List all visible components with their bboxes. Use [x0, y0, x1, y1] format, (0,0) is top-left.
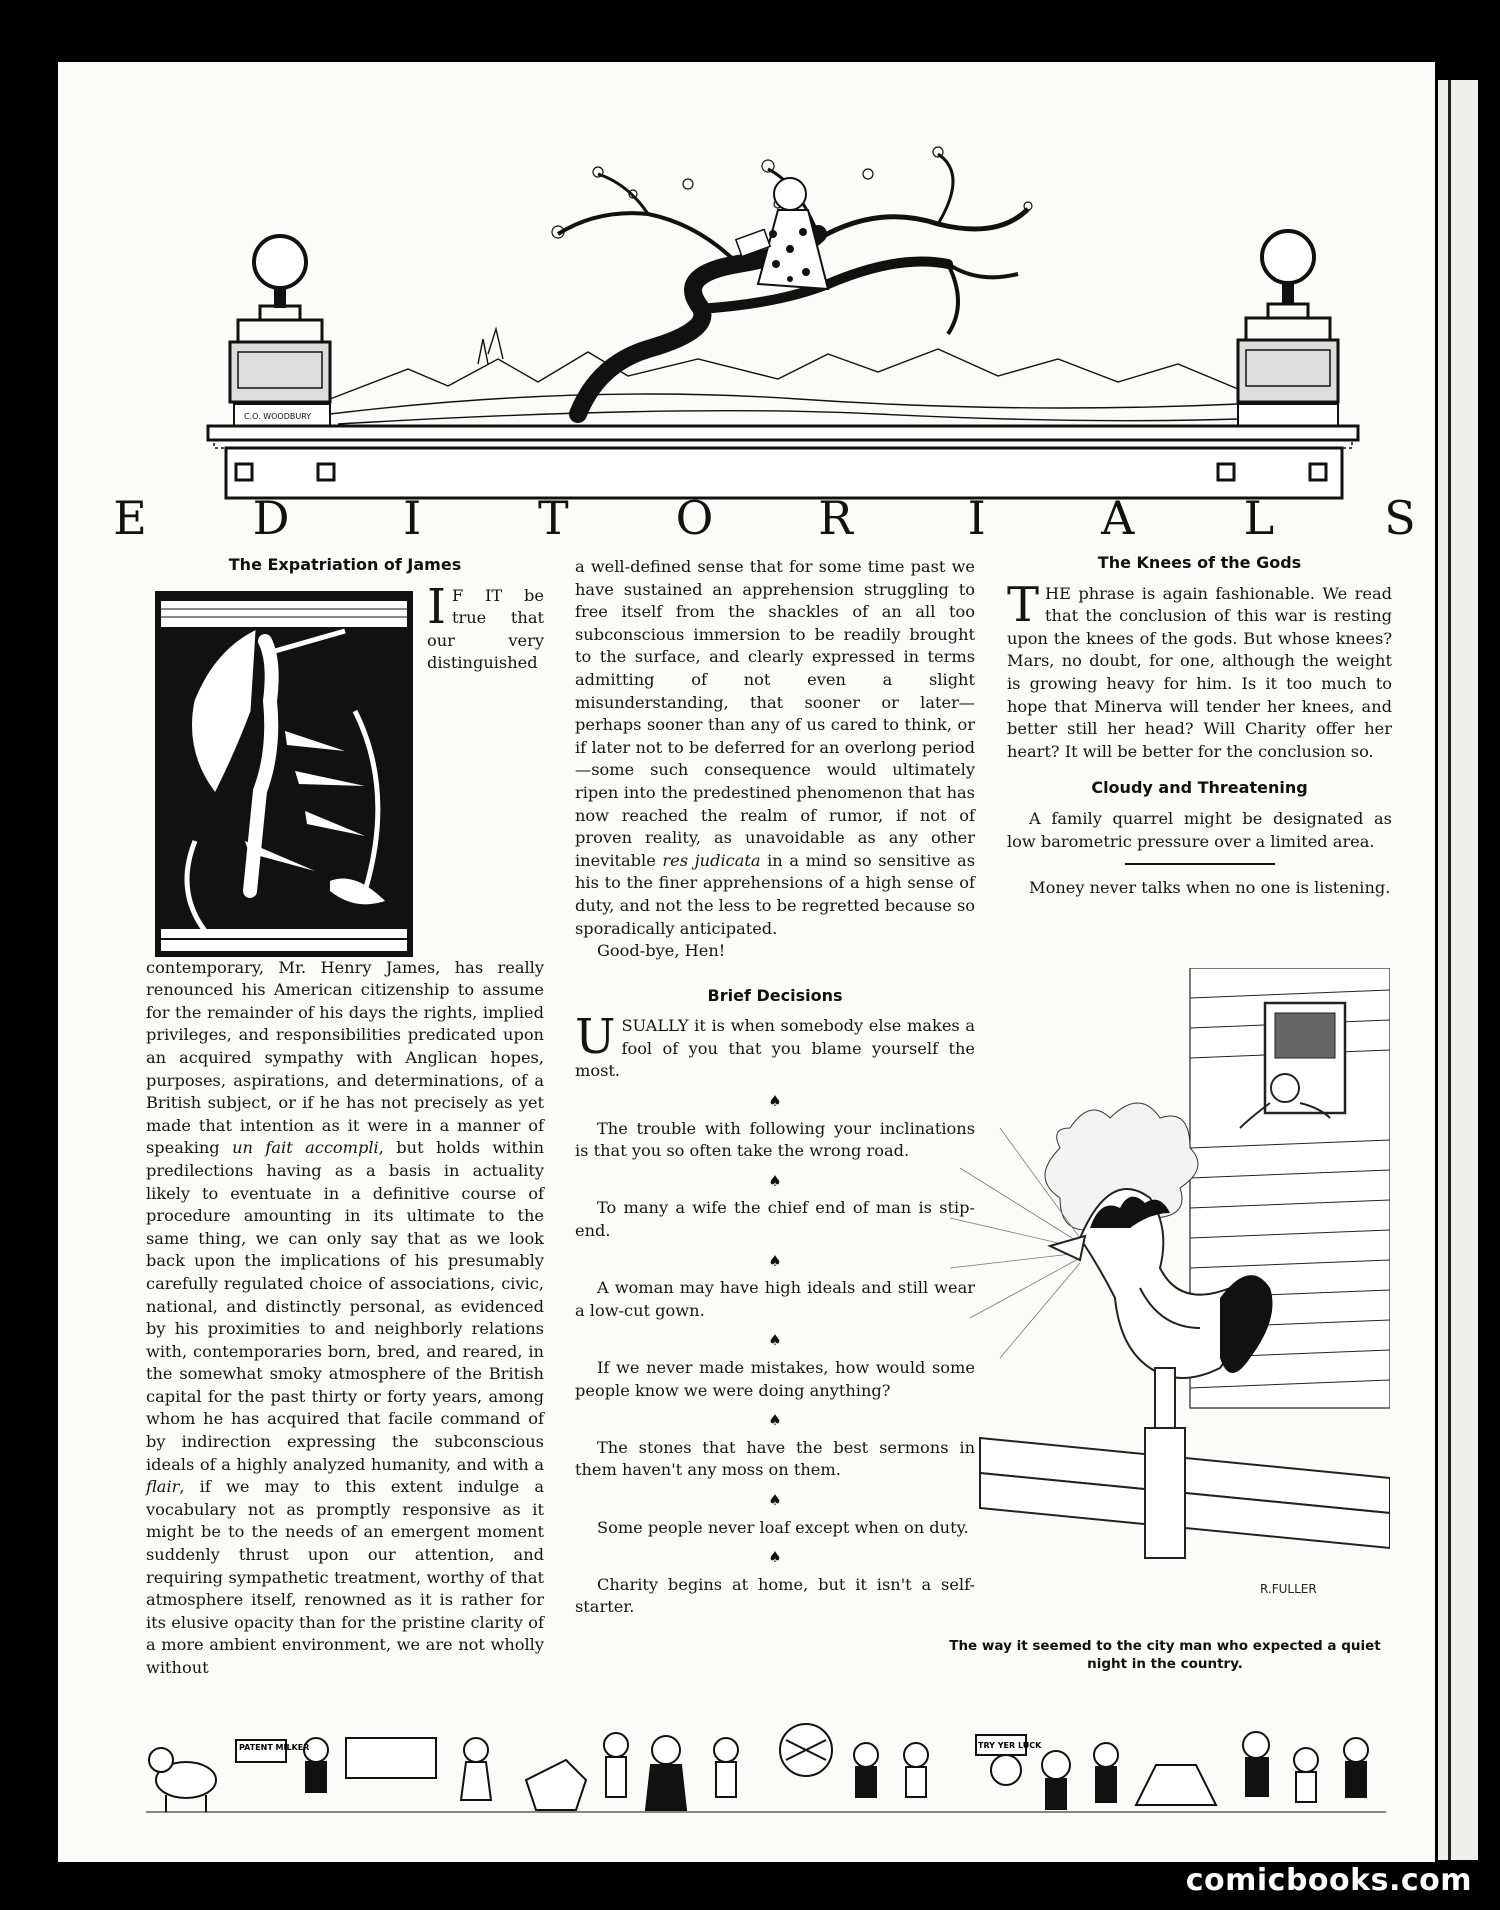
- left-lamp-pillar: [230, 236, 330, 426]
- brief-item: The trouble with following your inclinations is that you so often take the wrong road.: [575, 1118, 975, 1161]
- article-text: , but holds within predilections having as a basis in actuality likely to eventuate in a definitive course of procedure amounting in its ultimate to the same thing, we can only say that as we look back upon the implications of his presumably carefully regulated choice of associations, civic, national, and distinctly personal, as evidenced by his proximities to and neighborly relations with, contemporaries born, bred, and reared, in the somewhat smoky atmosphere of the British capital for the past thirty or forty years, among whom he has acquired that facile command of by indirection expressing the subconscious ideals of a highly analyzed humanity, and with a: [146, 1138, 544, 1474]
- goodbye-line: Good-bye, Hen!: [597, 941, 726, 961]
- title-letter: R: [818, 491, 853, 545]
- magazine-page: [58, 62, 1435, 1862]
- title-letter: I: [967, 491, 986, 545]
- article-text-italic: flair: [146, 1477, 180, 1497]
- rooster-illustration: [940, 968, 1390, 1633]
- title-letter: A: [1101, 491, 1135, 545]
- watermark: comicbooks.com: [1185, 1863, 1472, 1898]
- spade-ornament: ♠: [768, 1411, 782, 1430]
- drop-cap: T: [1007, 576, 1040, 633]
- article-text: A family quarrel might be designated as low barometric pressure over a limited area.: [1007, 808, 1392, 851]
- editorials-title: [100, 488, 1430, 548]
- illustration-signature: R.FULLER: [1260, 1582, 1317, 1596]
- brief-text: SUALLY it is when somebody else makes a fool of you that you blame yourself the most.: [575, 1016, 975, 1081]
- brief-item: Charity begins at home, but it isn't a self-starter.: [575, 1574, 975, 1617]
- title-letter: E: [113, 491, 147, 545]
- cartoon-figures: [304, 1724, 1368, 1810]
- mountain-landscape: [330, 329, 1238, 424]
- column-brief-decisions: [575, 556, 975, 1619]
- right-lamp-pillar: [1238, 231, 1338, 426]
- article-text-italic: un fait accompli: [232, 1138, 379, 1158]
- footer-cartoon-strip: [146, 1720, 1386, 1815]
- title-letter: O: [675, 491, 714, 545]
- brief-item: The stones that have the best sermons in them haven't any moss on them.: [575, 1437, 975, 1480]
- article-text: in a mind so sensitive as his to the finer apprehensions of a high sense of duty, and not the less to be regretted because so sporadically anticipated.: [575, 850, 975, 938]
- article-heading: The Expatriation of James: [228, 555, 462, 574]
- title-letter: I: [403, 491, 422, 545]
- article-text: , if we may to this extent indulge a vocabulary not as promptly responsive as it might be to the needs of an emergent moment suddenly thrust upon our attention, and requiring sympathetic treatment, worthy of that atmosphere itself, renowned as it is rather for its elusive opacity than for the pristine clarity of a more ambient environment, we are not wholly without: [146, 1477, 544, 1677]
- title-letter: S: [1384, 491, 1416, 545]
- article-text-italic: res judicata: [662, 850, 761, 870]
- brief-item: If we never made mistakes, how would some people know we were doing anything?: [575, 1358, 975, 1400]
- title-letter: T: [537, 491, 569, 545]
- drop-cap: U: [575, 1009, 616, 1066]
- header-illustration: [178, 114, 1428, 544]
- column-expatriation: [146, 554, 544, 1680]
- footer-sign-text: TRY YER LUCK: [978, 1741, 1042, 1750]
- seated-woman-figure: [736, 178, 828, 289]
- article-heading: The Knees of the Gods: [1097, 553, 1302, 572]
- artist-signature: C.O. WOODBURY: [244, 412, 312, 421]
- article-text: Money never talks when no one is listening.: [1029, 878, 1391, 898]
- title-letter: L: [1243, 491, 1275, 545]
- facing-page-edge: [1438, 80, 1478, 1860]
- cartoon-cow: [149, 1748, 216, 1812]
- spade-ornament: ♠: [768, 1490, 782, 1509]
- brief-item: To many a wife the chief end of man is stip-end.: [575, 1198, 975, 1241]
- divider-rule: [1125, 863, 1275, 865]
- article-heading: Brief Decisions: [707, 985, 843, 1005]
- spade-ornament: ♠: [768, 1251, 782, 1270]
- spade-ornament: ♠: [768, 1171, 782, 1190]
- spade-ornament: ♠: [768, 1331, 782, 1350]
- title-letter: D: [252, 491, 290, 545]
- drop-cap: I: [427, 578, 446, 635]
- article-text: a well-defined sense that for some time past we have sustained an apprehension struggling to free itself from the shackles of an all too subconscious immersion to be readily brought to the surface, and clearly expressed in terms admitting of not even a slight misunderstanding, that sooner or later—perhaps sooner than any of us cared to think, or if later not to be deferred for an overlong period—some such consequence would ultimately ripen into the predestined phenomenon that has now reached the realm of rumor, if not of proven reality, as unavoidable as any other inevitable: [575, 557, 975, 870]
- spade-ornament: ♠: [768, 1548, 782, 1567]
- article-heading: Cloudy and Threatening: [1091, 778, 1308, 798]
- illustration-caption: The way it seemed to the city man who expected a quiet night in the country.: [949, 1638, 1381, 1672]
- brief-item: Some people never loaf except when on duty.: [597, 1517, 969, 1537]
- article-text: F IT be true that our very distinguished contemporary, Mr. Henry James, has really renounced his American citizenship to assume for the remainder of his days the rights, implied privileges, and responsibilities predicated upon an acquired sympathy with Anglican hopes, purposes, aspirations, and determinations, of a British subject, or if he has not precisely as yet made that intention as it were in a manner of speaking: [146, 585, 544, 1158]
- column-knees-of-gods: [1007, 552, 1392, 900]
- footer-sign-text: PATENT MILKER: [239, 1743, 310, 1752]
- article-text: HE phrase is again fashionable. We read that the conclusion of this war is resting upon the knees of the gods. But whose knees? Mars, no doubt, for one, although the weight is growing heavy for him. Is it too much to hope that Minerva will tender her knees, and better still her head? Will Charity offer her heart? It will be better for the conclusion so.: [1007, 583, 1392, 761]
- spade-ornament: ♠: [768, 1092, 782, 1111]
- mermaid-illustration: [155, 591, 413, 957]
- brief-item: A woman may have high ideals and still wear a low-cut gown.: [575, 1278, 975, 1320]
